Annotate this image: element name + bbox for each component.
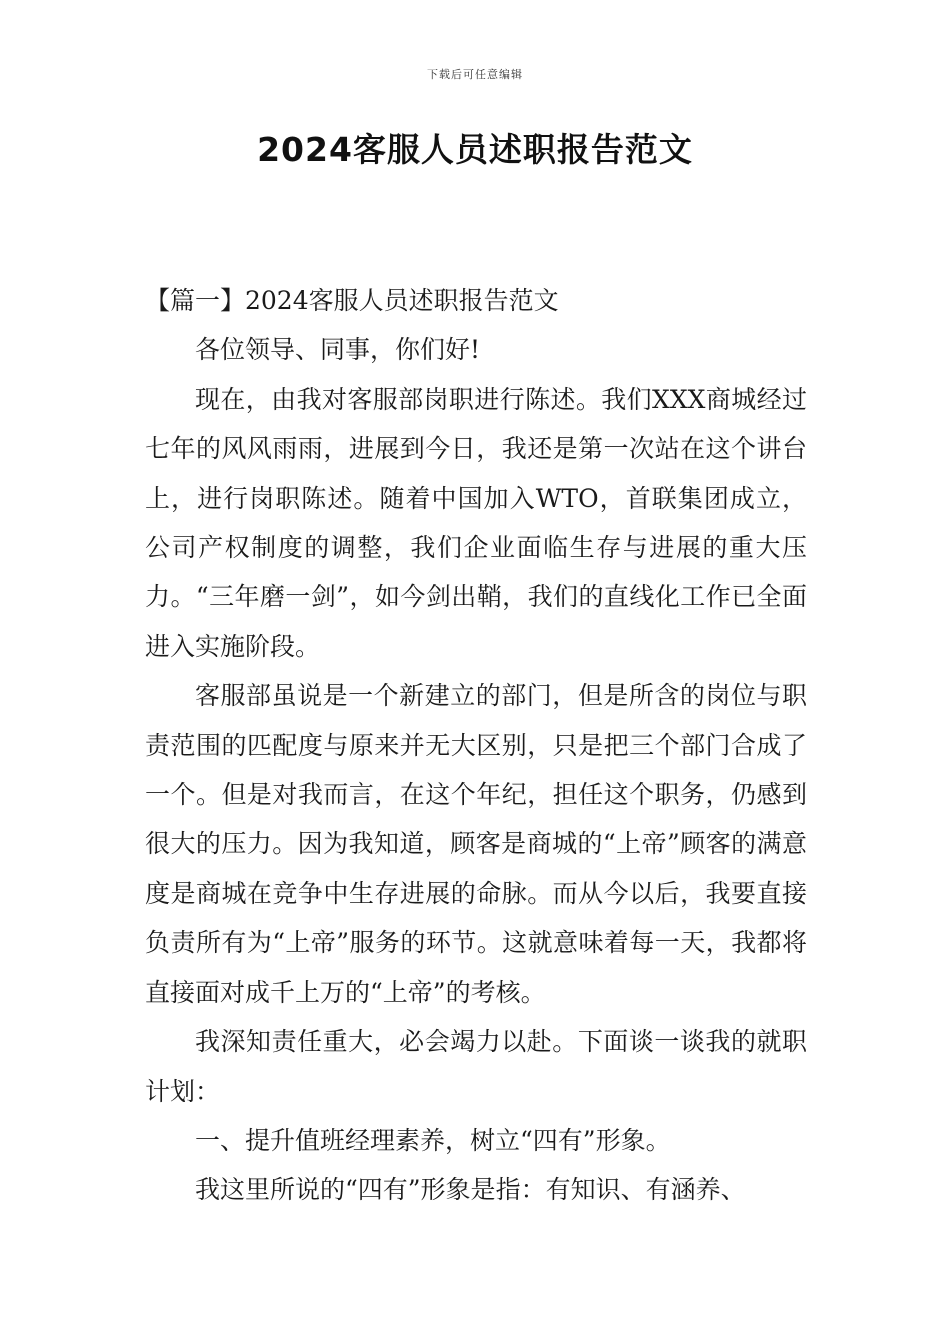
paragraph: 我这里所说的“四有”形象是指：有知识、有涵养、 <box>195 1175 746 1205</box>
paragraph-subheading: 一、提升值班经理素养，树立“四有”形象。 <box>195 1125 671 1155</box>
document-body <box>145 276 807 1215</box>
paragraph: 我深知责任重大，必会竭力以赴。下面谈一谈我的就职计划： <box>145 1027 807 1106</box>
paragraph-greeting: 各位领导、同事，你们好! <box>195 335 481 365</box>
paragraph: 现在，由我对客服部岗职进行陈述。我们XXX商城经过七年的风风雨雨，进展到今日，我还是第一次站在这个讲台上，进行岗职陈述。随着中国加入WTO，首联集团成立，公司产权制度的调整，我们企业面临生存与进展的重大压力。“三年磨一剑”，如今剑出鞘，我们的直线化工作已全面进入实施阶段。 <box>145 384 807 661</box>
section-heading: 【篇一】2024客服人员述职报告范文 <box>145 286 559 315</box>
header-note: 下载后可任意编辑 <box>427 68 523 81</box>
paragraph: 客服部虽说是一个新建立的部门，但是所含的岗位与职责范围的匹配度与原来并无大区别，只是把三个部门合成了一个。但是对我而言，在这个年纪，担任这个职务，仍感到很大的压力。因为我知道，顾客是商城的“上帝”顾客的满意度是商城在竞争中生存进展的命脉。而从今以后，我要直接负责所有为“上帝”服务的环节。这就意味着每一天，我都将直接面对成千上万的“上帝”的考核。 <box>145 681 807 1007</box>
document-title: 2024客服人员述职报告范文 <box>257 130 693 169</box>
